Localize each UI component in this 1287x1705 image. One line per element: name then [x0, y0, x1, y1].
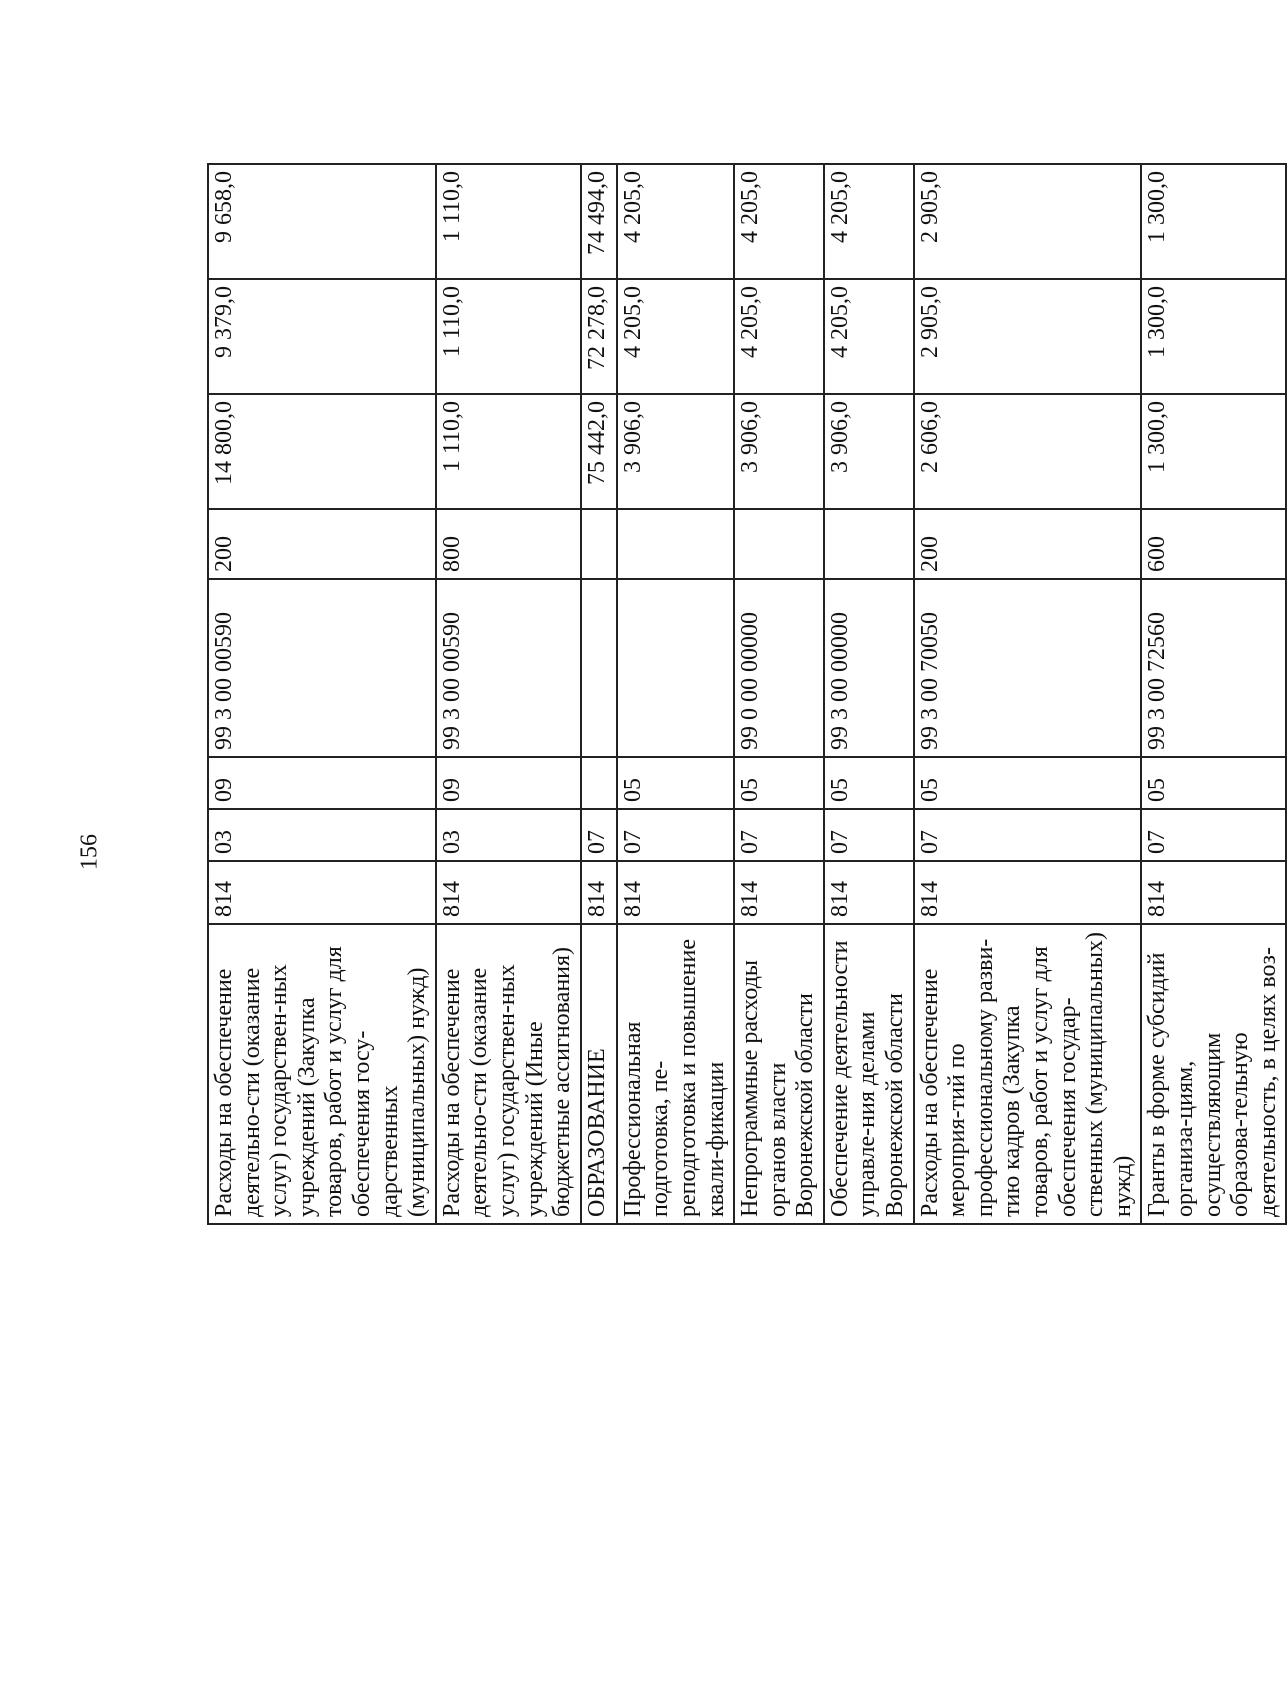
expense-name-cell: Профессиональная подготовка, пе-реподготовка и повышение квали-фикации	[617, 924, 734, 1224]
amount-2-cell: 72 278,0	[581, 279, 617, 394]
amount-3-cell: 9 658,0	[208, 164, 436, 279]
expense-type-cell	[617, 509, 734, 579]
target-article-cell: 99 3 00 00590	[436, 579, 581, 757]
amount-1-cell: 3 906,0	[824, 394, 914, 509]
amount-1-cell: 2 606,0	[914, 394, 1142, 509]
expense-type-cell: 200	[208, 509, 436, 579]
subsection-code-cell	[581, 757, 617, 809]
amount-1-cell: 75 442,0	[581, 394, 617, 509]
expense-type-cell	[581, 509, 617, 579]
amount-1-cell: 14 800,0	[208, 394, 436, 509]
subsection-code-cell: 05	[1141, 757, 1286, 809]
amount-2-cell: 4 205,0	[734, 279, 824, 394]
subsection-code-cell: 05	[914, 757, 1142, 809]
target-article-cell: 99 3 00 00590	[208, 579, 436, 757]
section-code-cell: 07	[734, 809, 824, 861]
amount-2-cell: 4 205,0	[824, 279, 914, 394]
amount-3-cell: 1 110,0	[436, 164, 581, 279]
grbs-code-cell: 814	[914, 861, 1142, 924]
table-row	[581, 164, 617, 1224]
amount-2-cell: 1 110,0	[436, 279, 581, 394]
amount-2-cell: 9 379,0	[208, 279, 436, 394]
table-row	[436, 164, 581, 1224]
amount-3-cell: 4 205,0	[824, 164, 914, 279]
section-code-cell: 03	[208, 809, 436, 861]
amount-2-cell: 2 905,0	[914, 279, 1142, 394]
amount-3-cell: 4 205,0	[734, 164, 824, 279]
target-article-cell: 99 0 00 00000	[734, 579, 824, 757]
target-article-cell: 99 3 00 00000	[824, 579, 914, 757]
expense-type-cell: 800	[436, 509, 581, 579]
section-code-cell: 07	[617, 809, 734, 861]
expense-name-cell: ОБРАЗОВАНИЕ	[581, 924, 617, 1224]
expense-name-cell: Непрограммные расходы органов власти Воронежской области	[734, 924, 824, 1224]
target-article-cell	[617, 579, 734, 757]
amount-1-cell: 1 110,0	[436, 394, 581, 509]
amount-3-cell: 2 905,0	[914, 164, 1142, 279]
section-code-cell: 07	[914, 809, 1142, 861]
grbs-code-cell: 814	[208, 861, 436, 924]
target-article-cell: 99 3 00 70050	[914, 579, 1142, 757]
budget-table	[207, 163, 1287, 1225]
amount-3-cell: 4 205,0	[617, 164, 734, 279]
expense-name-cell: Расходы на обеспечение деятельно-сти (оказание услуг) государствен-ных учреждений (Закупка товаров, работ и услуг для обеспечения госу-дарственных (муниципальных) нужд)	[208, 924, 436, 1224]
subsection-code-cell: 05	[617, 757, 734, 809]
table-row	[824, 164, 914, 1224]
grbs-code-cell: 814	[436, 861, 581, 924]
amount-1-cell: 3 906,0	[734, 394, 824, 509]
subsection-code-cell: 09	[208, 757, 436, 809]
amount-1-cell: 1 300,0	[1141, 394, 1286, 509]
expense-name-cell: Обеспечение деятельности управле-ния делами Воронежской области	[824, 924, 914, 1224]
expense-type-cell	[824, 509, 914, 579]
grbs-code-cell: 814	[824, 861, 914, 924]
grbs-code-cell: 814	[617, 861, 734, 924]
amount-3-cell: 74 494,0	[581, 164, 617, 279]
page-number: 156	[76, 834, 103, 870]
table-row	[1141, 164, 1286, 1224]
expense-type-cell: 600	[1141, 509, 1286, 579]
expense-name-cell: Расходы на обеспечение деятельно-сти (оказание услуг) государствен-ных учреждений (Иные бюджетные ассигнования)	[436, 924, 581, 1224]
grbs-code-cell: 814	[734, 861, 824, 924]
target-article-cell	[581, 579, 617, 757]
subsection-code-cell: 05	[734, 757, 824, 809]
table-row	[208, 164, 436, 1224]
amount-2-cell: 4 205,0	[617, 279, 734, 394]
section-code-cell: 07	[824, 809, 914, 861]
amount-3-cell: 1 300,0	[1141, 164, 1286, 279]
amount-2-cell: 1 300,0	[1141, 279, 1286, 394]
expense-name-cell: Расходы на обеспечение мероприя-тий по профессиональному разви-тию кадров (Закупка товаров, работ и услуг для обеспечения государ-ственных (муниципальных) нужд)	[914, 924, 1142, 1224]
expense-name-cell: Гранты в форме субсидий организа-циям, осуществляющим образова-тельную деятельность, в целях воз-	[1141, 924, 1286, 1224]
expense-type-cell: 200	[914, 509, 1142, 579]
section-code-cell: 07	[1141, 809, 1286, 861]
grbs-code-cell: 814	[1141, 861, 1286, 924]
grbs-code-cell: 814	[581, 861, 617, 924]
amount-1-cell: 3 906,0	[617, 394, 734, 509]
target-article-cell: 99 3 00 72560	[1141, 579, 1286, 757]
table-row	[617, 164, 734, 1224]
subsection-code-cell: 09	[436, 757, 581, 809]
section-code-cell: 07	[581, 809, 617, 861]
table-row	[914, 164, 1142, 1224]
section-code-cell: 03	[436, 809, 581, 861]
expense-type-cell	[734, 509, 824, 579]
table-row	[734, 164, 824, 1224]
table-body	[208, 164, 1286, 1224]
subsection-code-cell: 05	[824, 757, 914, 809]
